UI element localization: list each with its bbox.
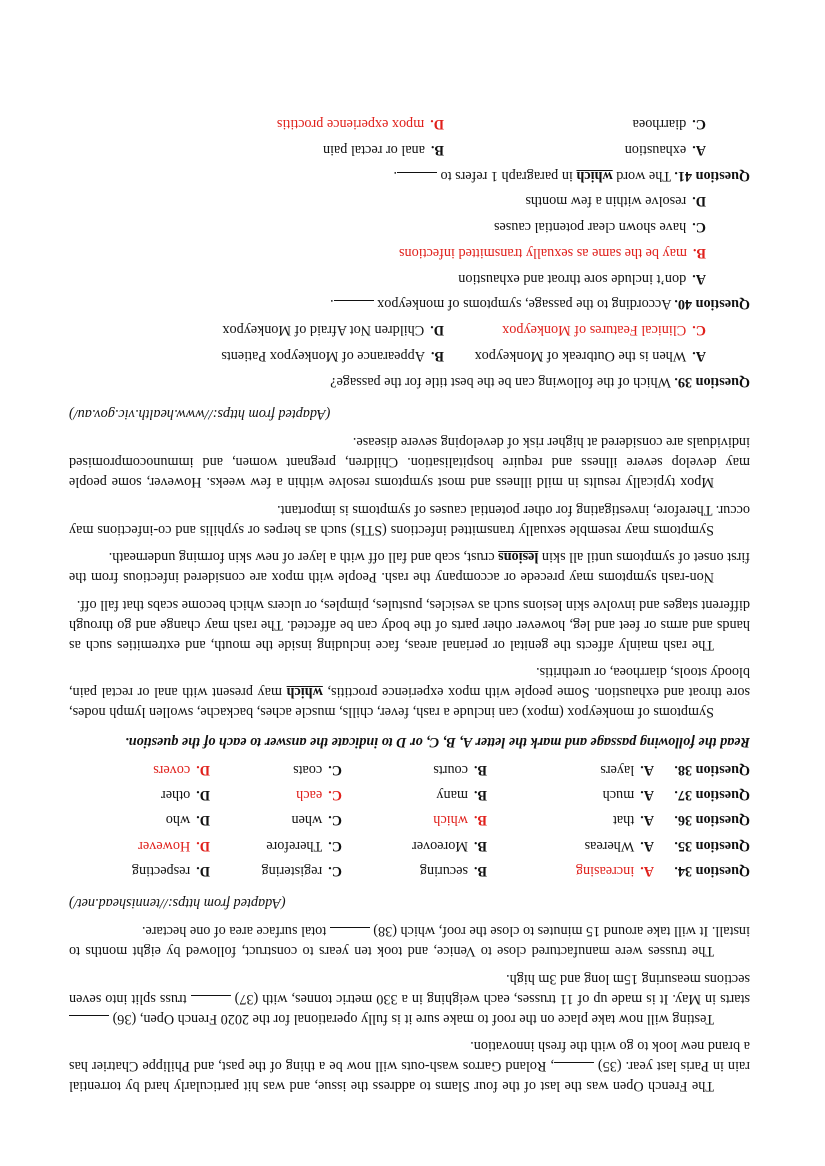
passage2-paragraph-2: The rash mainly affects the genital or perianal areas, face including inside the mouth, and extremities such as hands and arms or feet and leg, however other parts of the body can be affected. The rash may change and go through different stages and involve skin lesions such as vesicles, pustules, pimples, or ulcers which become scabs that fall off. — [69, 597, 750, 653]
option-d[interactable]: D.mpox experience proctitis — [276, 115, 444, 132]
passage2-paragraph-4: Symptoms may resemble sexually transmitted infections (STIs) such as herpes or syphilis and co-infections may occur. Therefore, investigating for other potential causes of symptoms is important. — [69, 501, 750, 538]
option-d[interactable]: D.resolve within a few months — [525, 193, 706, 210]
question-label: Question 36. — [674, 812, 750, 829]
passage2-source: (Adapted from https://www.health.vic.gov.au/) — [69, 405, 331, 422]
option-b[interactable]: B.may be the same as sexually transmitted infections — [398, 244, 706, 261]
option-a[interactable]: A.don’t include sore throat and exhaustion — [458, 270, 706, 287]
question-stem: Question 41. The word which in paragraph 1 refers to . — [393, 167, 750, 184]
question-stem: Question 40. According to the passage, symptoms of monkeypox . — [330, 296, 750, 313]
blank-35 — [554, 1062, 594, 1075]
document-body — [69, 107, 750, 1095]
question-label: Question 35. — [674, 837, 750, 854]
passage2-paragraph-5: Mpox typically results in mild illness and most symptoms resolve within a few weeks. However, some people may develop severe illness and require hospitalisation. Children, pregnant women, and immunocompromised individuals are considered at higher risk of developing severe disease. — [69, 434, 750, 491]
option-b[interactable]: B.which — [433, 812, 487, 829]
option-b[interactable]: B.securing — [419, 862, 487, 879]
option-b[interactable]: B.anal or rectal pain — [322, 141, 444, 158]
question-34 — [69, 860, 750, 880]
option-d[interactable]: D.who — [165, 812, 210, 829]
text: crust, scab and fall off with a layer of new skin forming underneath. — [108, 549, 499, 566]
text: Symptoms of monkeypox (mpox) can include a rash, fever, chills, muscle aches, backache, swollen lymph nodes, sore throat and exhaustion. Some people with mpox experience proctitis, — [69, 684, 750, 721]
option-b[interactable]: B.Appearance of Monkeypox Patients — [221, 348, 444, 365]
option-a[interactable]: A.exhaustion — [624, 141, 706, 158]
blank-36 — [69, 1015, 109, 1028]
question-35 — [69, 835, 750, 855]
question-41 — [69, 113, 750, 184]
option-a[interactable]: A.much — [602, 786, 654, 803]
reading-instruction: Read the following passage and mark the letter A, B, C, or D to indicate the answer to each of the question. — [125, 733, 750, 750]
text: The French Open was the last of the four Slams to address the issue, and was hit particularly hard by torrential rain in Paris last year. (35) — [69, 1058, 750, 1094]
option-a[interactable]: A.layers — [600, 761, 654, 778]
question-38 — [69, 759, 750, 779]
passage1-paragraph-3 — [69, 921, 750, 961]
option-c[interactable]: C.coats — [293, 761, 342, 778]
passage2-paragraph-3 — [69, 547, 750, 587]
options-row — [69, 320, 750, 340]
question-39 — [69, 320, 750, 391]
question-40 — [69, 191, 750, 314]
blank-37 — [191, 995, 231, 1008]
option-c[interactable]: C.have shown clear potential causes — [493, 219, 706, 236]
highlighted-word-which: which — [286, 684, 323, 701]
option-c[interactable]: C.registering — [261, 862, 342, 879]
text: The trusses were manufactured close to Venice, and took ten years to construct, followed by eight months to install. It will take around 15 minutes to close the roof, which (38) — [69, 923, 750, 960]
passage1-paragraph-2 — [69, 968, 750, 1027]
option-c[interactable]: C.when — [291, 812, 342, 829]
option-c[interactable]: C.diarrhoea — [632, 115, 706, 132]
blank-38 — [330, 927, 370, 940]
highlighted-word-lesions: lesions — [498, 549, 539, 566]
option-d[interactable]: D.respecting — [131, 862, 210, 879]
text: Non-rash symptoms may precede or accompany the rash. People with mpox are considered infectious from the first onset of symptoms until all skin — [69, 549, 750, 586]
question-36 — [69, 809, 750, 829]
question-label: Question 37. — [674, 786, 750, 803]
option-b[interactable]: B.many — [436, 786, 487, 803]
option-d[interactable]: D.Children Not Afraid of Monkeypox — [222, 322, 444, 339]
passage2-paragraph-1 — [69, 662, 750, 721]
question-label: Question 34. — [674, 862, 750, 879]
options-row — [69, 345, 750, 365]
passage1-paragraph-1 — [69, 1036, 750, 1095]
question-stem: Question 39. Which of the following can be the best title for the passage? — [330, 373, 750, 390]
question-label: Question 38. — [674, 761, 750, 778]
option-b[interactable]: B.courts — [433, 761, 487, 778]
option-d[interactable]: D.covers — [153, 761, 210, 778]
text: Testing will now take place on the roof to make sure it is fully operational for the 2020 French Open, (36) — [109, 1010, 714, 1027]
text: starts in May. It is made up of 11 trusses, each weighing in a 330 metric tonnes, with (37) — [230, 990, 750, 1007]
option-d[interactable]: D.However — [138, 837, 210, 854]
option-c[interactable]: C.Therefore — [266, 837, 342, 854]
option-b[interactable]: B.Moreover — [412, 837, 487, 854]
option-d[interactable]: D.other — [161, 786, 210, 803]
option-a[interactable]: A.that — [612, 812, 654, 829]
text: total surface area of one hectare. — [141, 923, 330, 940]
option-c[interactable]: C.Clinical Features of Monkeypox — [502, 322, 706, 339]
passage1-source: (Adapted from https://tennishead.net/) — [69, 894, 286, 911]
options-row — [69, 113, 750, 133]
text: may present with anal or rectal pain, bloody stools, diarrhoea, or urethritis. — [69, 664, 750, 701]
option-a[interactable]: A.Whereas — [584, 837, 654, 854]
text: , Roland Garros wash-outs will now be a thing of the past, and Philippe Chatrier has a brand new look to go with the fresh innovation. — [69, 1038, 750, 1075]
option-a[interactable]: A.When is the Outbreak of Monkeypox — [474, 348, 706, 365]
question-37 — [69, 784, 750, 804]
options-row — [69, 139, 750, 159]
question-list-34-38 — [69, 759, 750, 880]
text: truss split into seven sections measuring 15m long and 3m high. — [69, 971, 750, 1007]
option-a[interactable]: A.increasing — [575, 862, 654, 879]
option-c[interactable]: C.each — [296, 786, 342, 803]
